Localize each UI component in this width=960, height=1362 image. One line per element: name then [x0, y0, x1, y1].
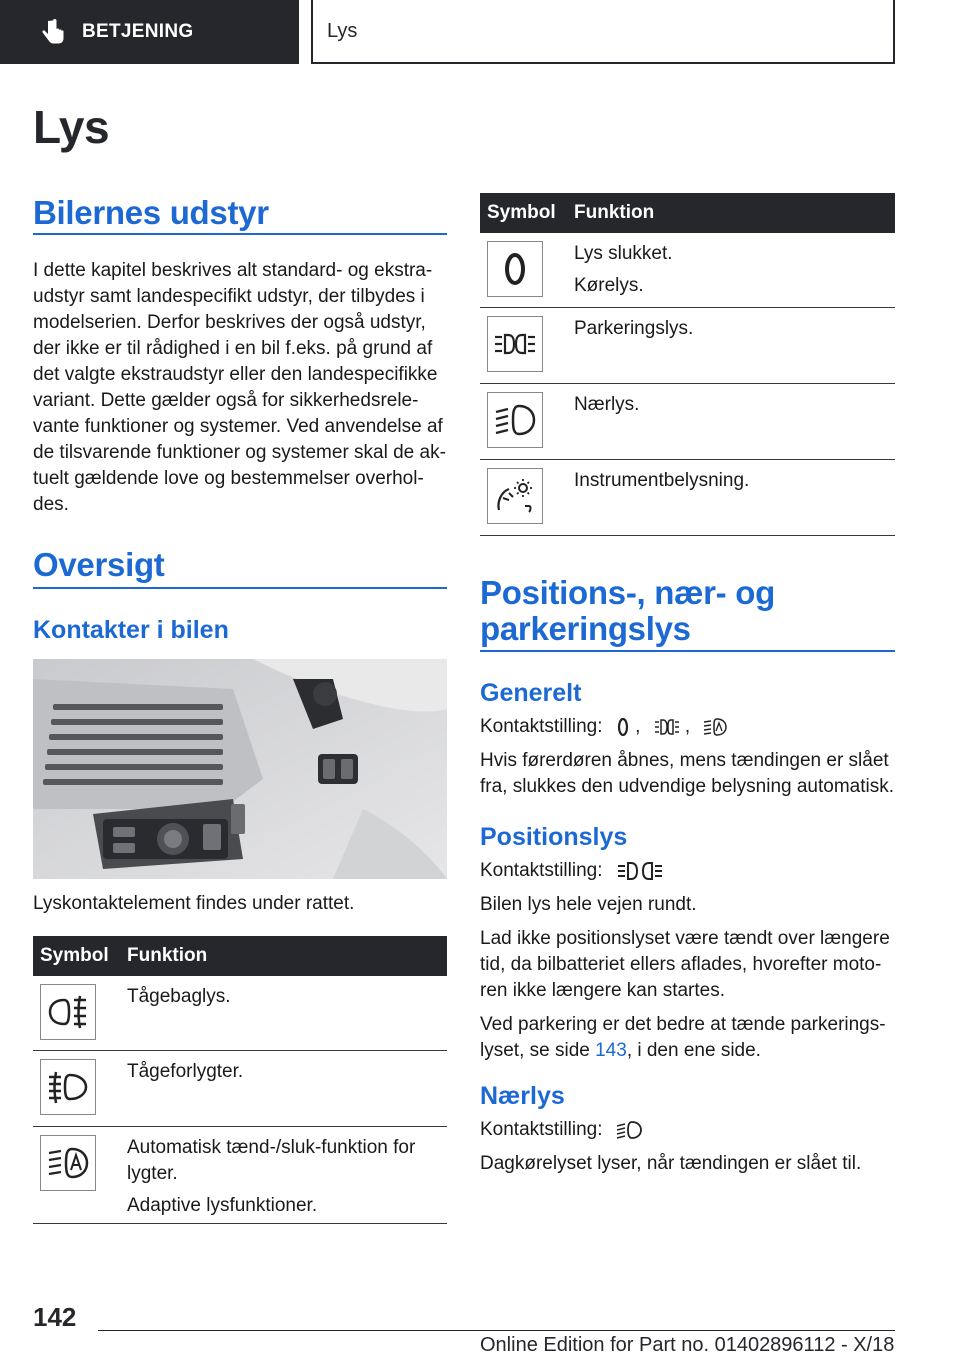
- row-text: Lys slukket.: [574, 243, 673, 264]
- low-beam-icon: [487, 392, 543, 448]
- positionslys-text-3: [480, 1012, 895, 1064]
- left-symbol-table: [33, 936, 447, 1224]
- table-header: [480, 193, 895, 233]
- row-text: Tågeforlygter.: [127, 1061, 244, 1082]
- auto-headlight-icon: [703, 716, 727, 738]
- heading-naerlys: Nærlys: [480, 1082, 565, 1110]
- parking-light-icon: [616, 860, 664, 882]
- table-row: [33, 976, 447, 1051]
- heading-positions: Positions-, nær- og parkeringslys: [480, 574, 775, 647]
- col-funktion-header: Funktion: [127, 945, 208, 966]
- col-symbol-header: Symbol: [40, 945, 109, 966]
- col-symbol-header: Symbol: [487, 202, 556, 223]
- rear-fog-light-icon: [40, 984, 96, 1040]
- photo-caption: Lyskontaktelement findes under rattet.: [33, 893, 355, 914]
- right-symbol-table: [480, 193, 895, 536]
- row-text: Kørelys.: [574, 275, 644, 296]
- positionslys-text-1: Bilen lys hele vejen rundt.: [480, 894, 697, 915]
- heading-rule: [480, 650, 895, 652]
- naerlys-block: [480, 1117, 895, 1185]
- instrument-lighting-icon: [487, 468, 543, 524]
- row-text: Parkeringslys.: [574, 318, 694, 339]
- positionslys-text-2: Lad ikke positionslyset være tændt over længere tid, da bilbatteriet ellers aflades, hvorefter motoren ikke længere kan startes.: [480, 928, 890, 1001]
- row-text: Automatisk tænd-/sluk-funktion for lygter.: [127, 1137, 416, 1184]
- row-text: Tågebaglys.: [127, 986, 231, 1007]
- hand-pointer-icon: [38, 17, 68, 47]
- edition-note: Online Edition for Part no. 01402896112 - X/18: [480, 1334, 895, 1356]
- kontaktstilling-label: Kontaktstilling:: [480, 860, 603, 881]
- heading-kontakter: Kontakter i bilen: [33, 616, 229, 644]
- section-label: BETJENING: [82, 21, 194, 42]
- kontaktstilling-label: Kontaktstilling:: [480, 716, 603, 737]
- generelt-block: [480, 714, 895, 808]
- generelt-text: Hvis førerdøren åbnes, mens tændingen er slået fra, slukkes den udvendige belysning automatisk.: [480, 750, 895, 797]
- text-segment: Ved parkering er det bedre at tænde parkeringslyset, se side: [480, 1014, 886, 1061]
- kontaktstilling-label: Kontaktstilling:: [480, 1119, 603, 1140]
- parking-light-icon: [487, 316, 543, 372]
- table-row: [480, 233, 895, 308]
- table-row: [480, 308, 895, 384]
- kontaktstilling-line: [480, 858, 895, 884]
- front-fog-light-icon: [40, 1059, 96, 1115]
- chapter-label: Lys: [327, 19, 358, 42]
- naerlys-text: Dagkørelyset lyser, når tændingen er slået til.: [480, 1153, 862, 1174]
- kontaktstilling-line: Kontaktstilling: , ,: [480, 714, 895, 740]
- text-segment: , i den ene side.: [626, 1040, 761, 1061]
- row-text: Instrumentbelysning.: [574, 470, 750, 491]
- table-row: [33, 1051, 447, 1127]
- heading-generelt: Generelt: [480, 679, 582, 707]
- heading-rule: [33, 233, 447, 235]
- heading-rule: [33, 587, 447, 589]
- table-row: [480, 384, 895, 460]
- chapter-header: [311, 0, 895, 64]
- table-header: [33, 936, 447, 976]
- table-row: [480, 460, 895, 536]
- row-text: Adaptive lysfunktioner.: [127, 1195, 318, 1216]
- heading-oversigt: Oversigt: [33, 546, 165, 583]
- zero-position-icon: [487, 241, 543, 297]
- intro-paragraph: I dette kapitel beskrives alt standard- og ekstraudstyr samt landespecifikt udstyr, der tilbydes i modelserien. Derfor beskrives der også udstyr, der ikke er til rådighed i en bil f.eks. på grund af det valgte ekstraudstyr eller den landespecifikke variant. Dette gælder også for sikkerhedsrelevante funktioner og systemer. Ved anvendelse af de tilsvarende funktioner og systemer skal de aktuelt gældende love og bestemmelser overholdes.: [33, 260, 446, 515]
- positionslys-block: [480, 858, 895, 1072]
- parking-light-icon: [654, 716, 680, 738]
- heading-positionslys: Positionslys: [480, 823, 628, 851]
- table-row: [33, 1127, 447, 1224]
- footer-rule: [98, 1330, 895, 1331]
- page-number: 142: [33, 1302, 77, 1332]
- low-beam-icon: [616, 1119, 642, 1141]
- auto-headlight-icon: [40, 1135, 96, 1191]
- row-text: Nærlys.: [574, 394, 640, 415]
- section-tab: [0, 0, 299, 64]
- heading-bilernes-udstyr: Bilernes udstyr: [33, 194, 269, 231]
- page-link[interactable]: 143: [595, 1040, 627, 1061]
- page-title: Lys: [33, 101, 110, 153]
- zero-position-icon: [616, 716, 630, 738]
- kontaktstilling-line: [480, 1117, 895, 1143]
- light-switch-photo: [33, 659, 447, 879]
- col-funktion-header: Funktion: [574, 202, 655, 223]
